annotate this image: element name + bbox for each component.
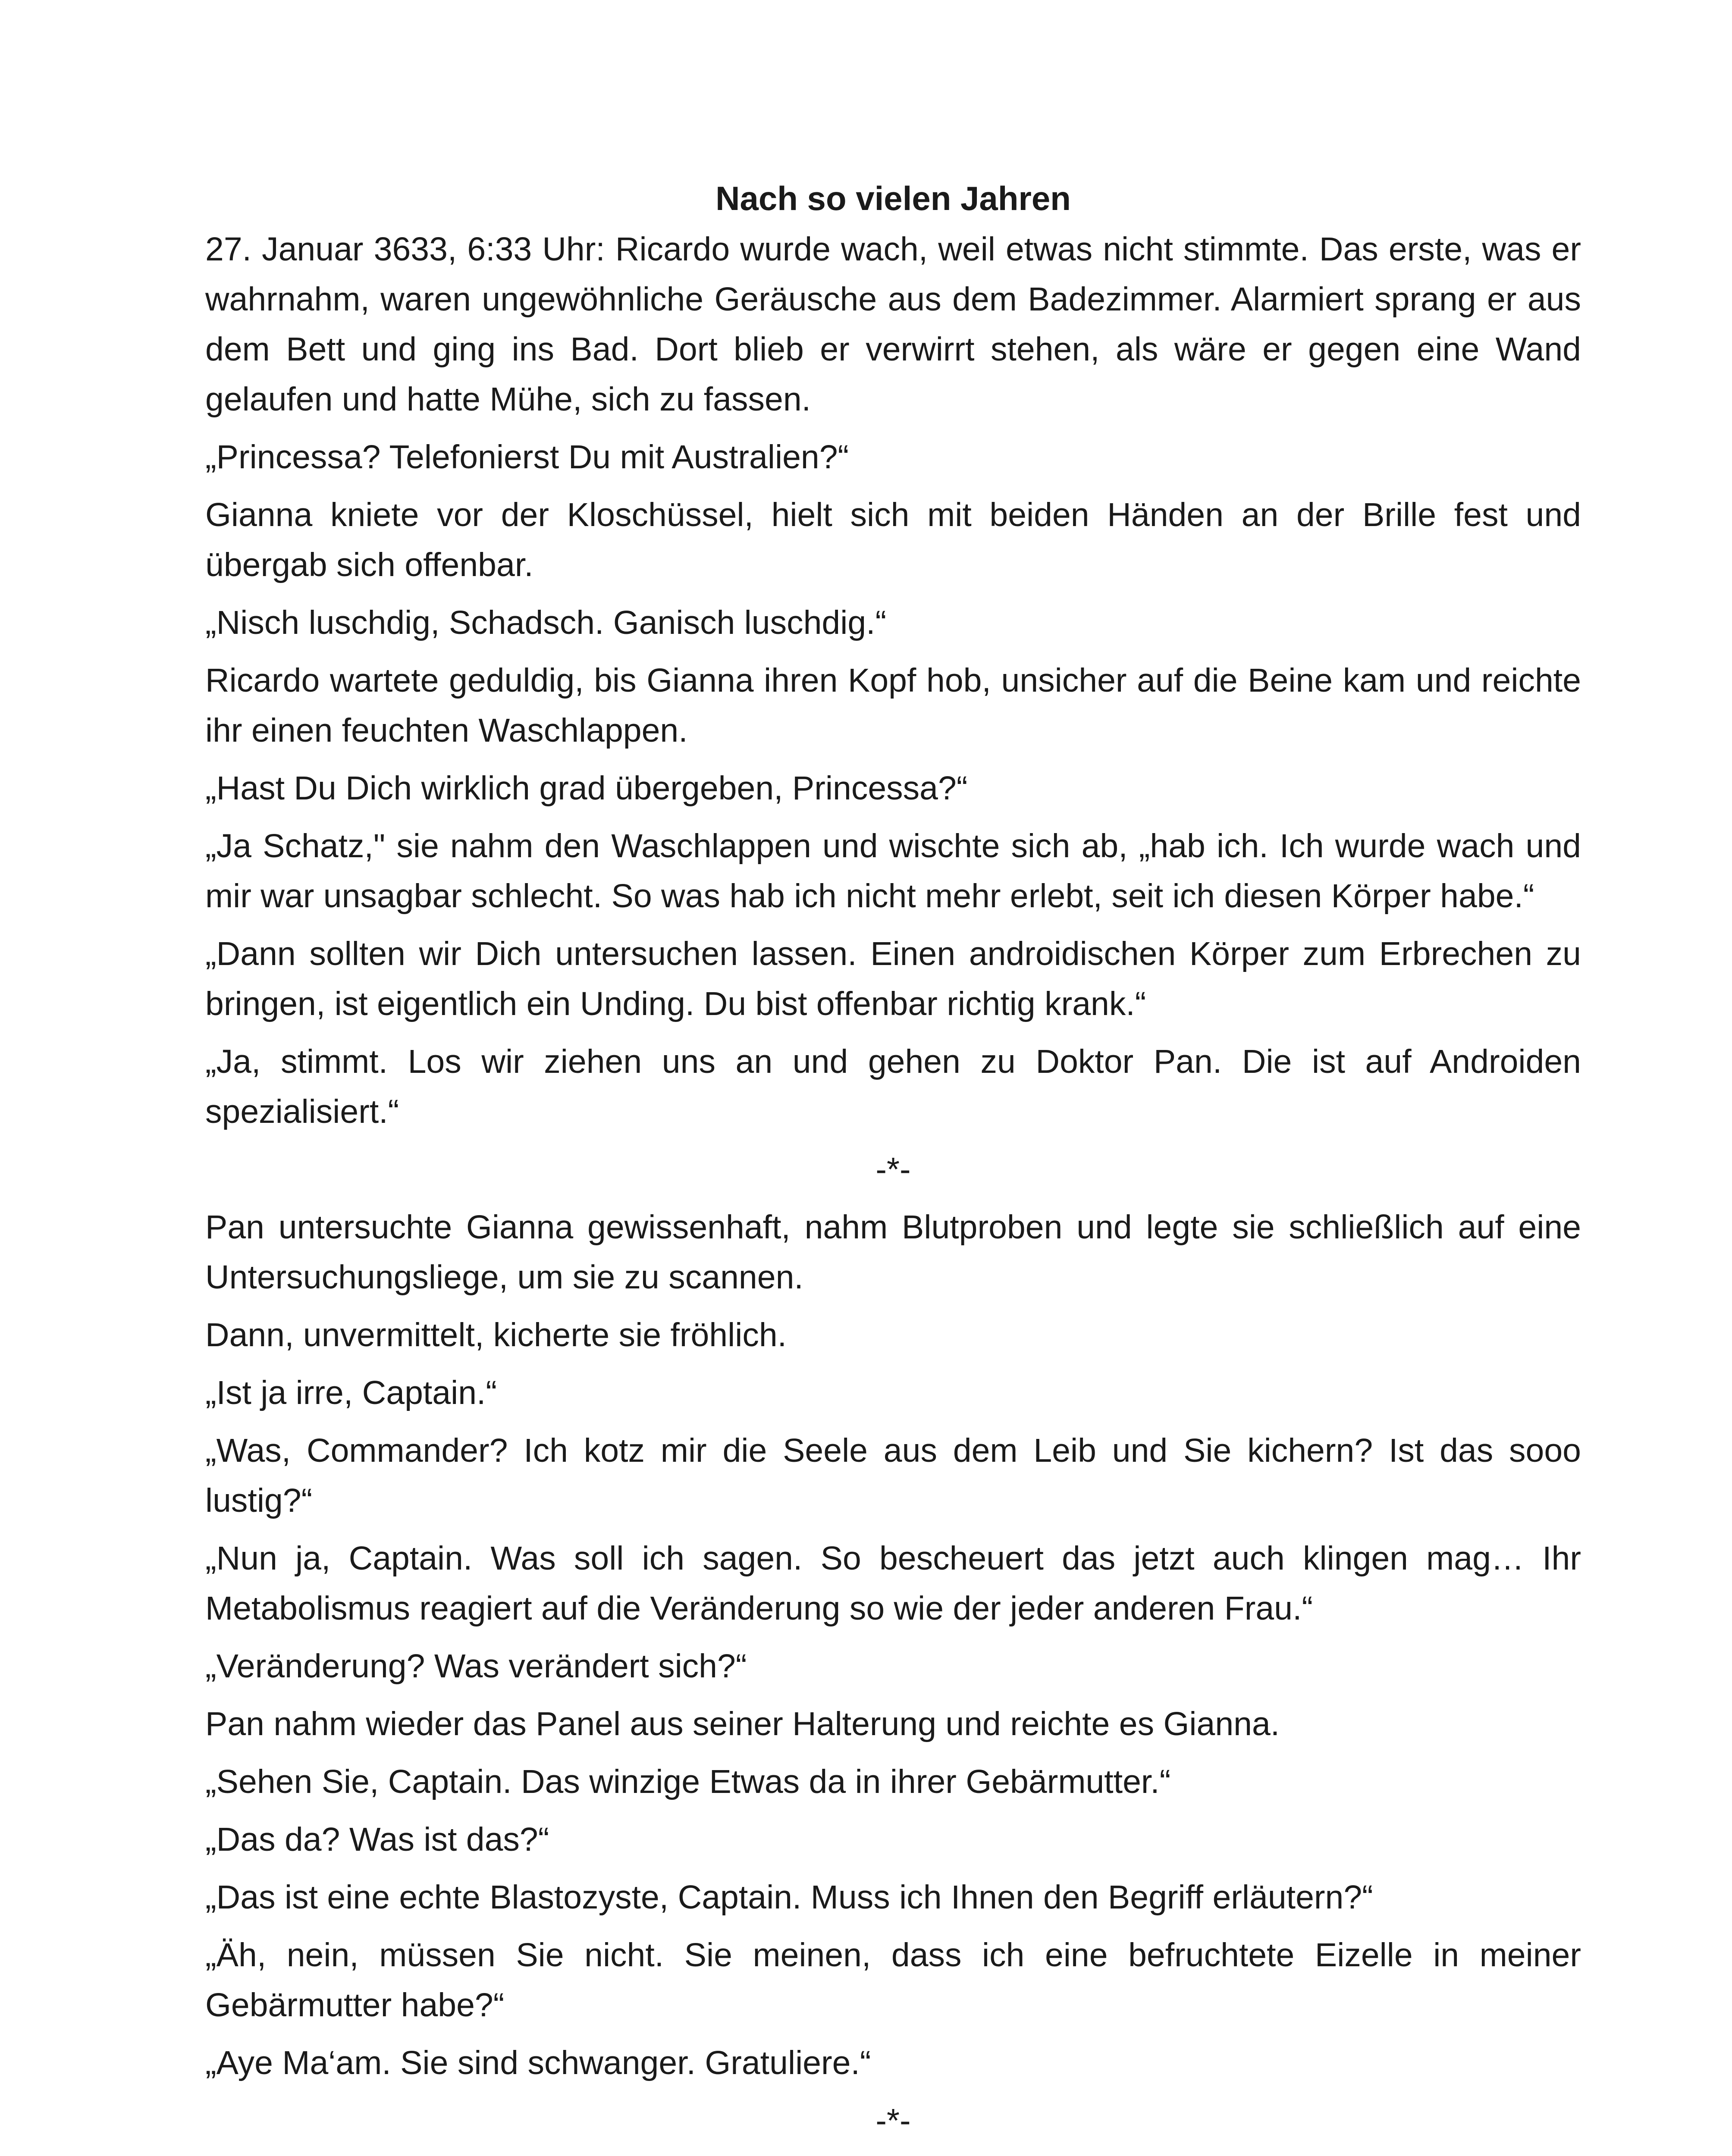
paragraph: Dann, unvermittelt, kicherte sie fröhlich. bbox=[205, 1316, 787, 1354]
paragraph: „Aye Ma‘am. Sie sind schwanger. Gratuliere.“ bbox=[205, 2044, 871, 2081]
paragraph: 27. Januar 3633, 6:33 Uhr: Ricardo wurde wach, weil etwas nicht stimmte. Das erste, was er wahrnahm, waren ungewöhnliche Geräusche aus dem Badezimmer. Alarmiert sprang er aus dem Bett und ging ins Bad. Dort blieb er verwirrt stehen, als wäre er gegen eine Wand gelaufen und hatte Mühe, sich zu fassen. bbox=[205, 231, 1581, 418]
paragraph: „Nisch luschdig, Schadsch. Ganisch luschdig.“ bbox=[205, 604, 887, 641]
paragraph: „Was, Commander? Ich kotz mir die Seele aus dem Leib und Sie kichern? Ist das sooo lustig?“ bbox=[205, 1432, 1581, 1519]
paragraph: „Sehen Sie, Captain. Das winzige Etwas da in ihrer Gebärmutter.“ bbox=[205, 1763, 1171, 1800]
paragraph: „Ist ja irre, Captain.“ bbox=[205, 1374, 497, 1411]
paragraph: Gianna kniete vor der Kloschüssel, hielt sich mit beiden Händen an der Brille fest und übergab sich offenbar. bbox=[205, 496, 1581, 583]
paragraph: „Äh, nein, müssen Sie nicht. Sie meinen, dass ich eine befruchtete Eizelle in meiner Gebärmutter habe?“ bbox=[205, 1937, 1581, 2024]
text-body bbox=[205, 224, 1581, 2146]
paragraph: „Hast Du Dich wirklich grad übergeben, Princessa?“ bbox=[205, 770, 968, 807]
paragraph: „Das da? Was ist das?“ bbox=[205, 1821, 549, 1858]
paragraph: Ricardo wartete geduldig, bis Gianna ihren Kopf hob, unsicher auf die Beine kam und reichte ihr einen feuchten Waschlappen. bbox=[205, 662, 1581, 749]
chapter-title: Nach so vielen Jahren bbox=[715, 179, 1071, 217]
paragraph: „Nun ja, Captain. Was soll ich sagen. So bescheuert das jetzt auch klingen mag… Ihr Metabolismus reagiert auf die Veränderung so wie der jeder anderen Frau.“ bbox=[205, 1540, 1581, 1627]
paragraph: „Dann sollten wir Dich untersuchen lassen. Einen androidischen Körper zum Erbrechen zu bringen, ist eigentlich ein Unding. Du bist offenbar richtig krank.“ bbox=[205, 935, 1581, 1022]
paragraph: „Das ist eine echte Blastozyste, Captain. Muss ich Ihnen den Begriff erläutern?“ bbox=[205, 1879, 1373, 1916]
paragraph: „Ja Schatz," sie nahm den Waschlappen und wischte sich ab, „hab ich. Ich wurde wach und mir war unsagbar schlecht. So was hab ich nicht mehr erlebt, seit ich diesen Körper habe.“ bbox=[205, 827, 1581, 915]
paragraph: Pan nahm wieder das Panel aus seiner Halterung und reichte es Gianna. bbox=[205, 1705, 1280, 1742]
paragraph: „Princessa? Telefonierst Du mit Australien?“ bbox=[205, 439, 849, 476]
paragraph: „Veränderung? Was verändert sich?“ bbox=[205, 1648, 747, 1685]
paragraph: „Ja, stimmt. Los wir ziehen uns an und gehen zu Doktor Pan. Die ist auf Androiden spezialisiert.“ bbox=[205, 1043, 1581, 1130]
page-content bbox=[205, 177, 1581, 2153]
scene-separator: -*- bbox=[875, 1151, 911, 1188]
paragraph: Pan untersuchte Gianna gewissenhaft, nahm Blutproben und legte sie schließlich auf eine Untersuchungsliege, um sie zu scannen. bbox=[205, 1209, 1581, 1296]
scene-separator: -*- bbox=[875, 2102, 911, 2139]
